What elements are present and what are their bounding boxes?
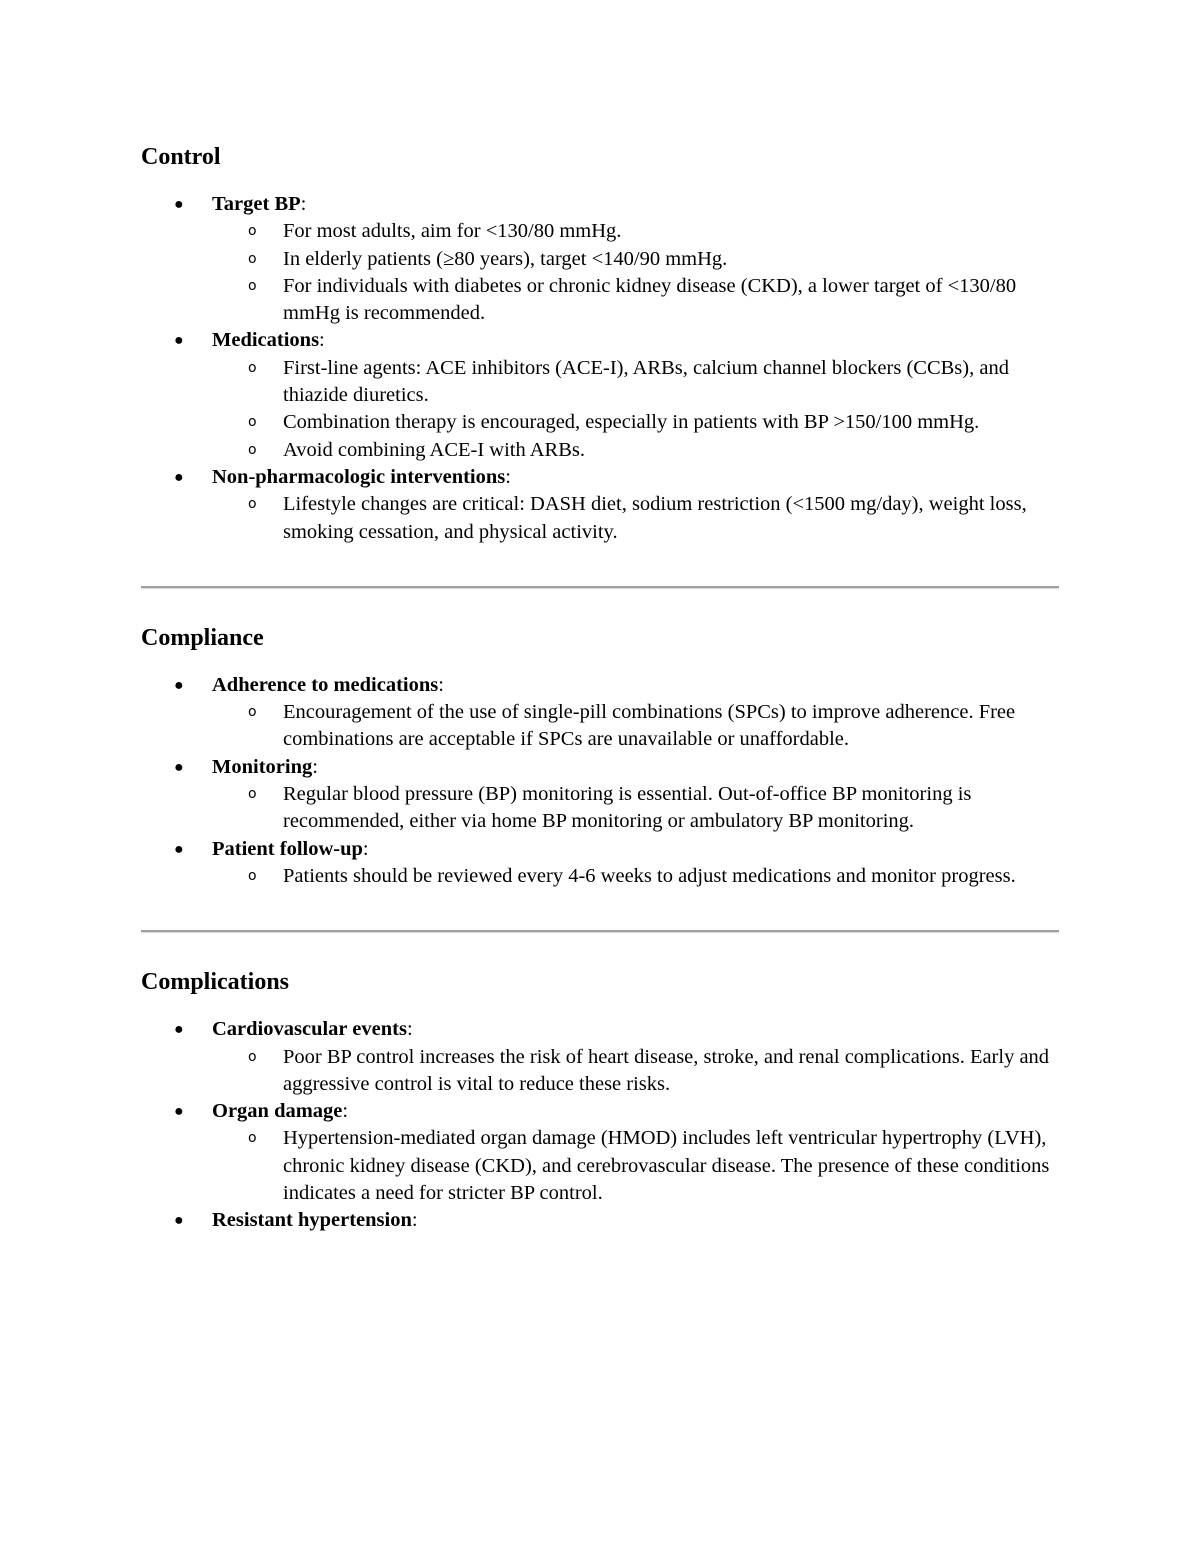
sub-item-text: Poor BP control increases the risk of heart disease, stroke, and renal complications. Early and aggressive control is vital to reduce these risks.: [283, 1045, 1050, 1095]
item-label: Adherence to medications: [212, 673, 439, 696]
sub-item-text: Hypertension-mediated organ damage (HMOD) includes left ventricular hypertrophy (LVH), chronic kidney disease (CKD), and cerebrovascular disease. The presence of these conditions indicates a need for stricter BP control.: [283, 1127, 1050, 1205]
section-heading: Control: [141, 144, 221, 170]
sub-list-item: [212, 273, 1061, 328]
list-item: [141, 191, 1061, 327]
sub-list: [212, 218, 1061, 327]
section-heading: Complications: [141, 969, 290, 996]
sub-list-item: [212, 437, 1061, 464]
sub-item-text: In elderly patients (≥80 years), target <140/90 mmHg.: [283, 247, 728, 270]
bullet-icon: ●: [174, 332, 184, 350]
item-label-colon: :: [411, 1209, 418, 1232]
document-page: [141, 140, 1061, 1235]
sub-item-text: Regular blood pressure (BP) monitoring is essential. Out-of-office BP monitoring is recommended, either via home BP monitoring or ambulatory BP monitoring.: [283, 783, 972, 833]
item-label: Non-pharmacologic interventions: [212, 465, 506, 488]
sub-list-item: [212, 355, 1061, 410]
bullet-icon: ●: [174, 196, 184, 213]
circle-bullet-icon: o: [248, 359, 257, 376]
section-divider: [141, 586, 1059, 589]
list-item: [141, 327, 1061, 463]
sub-item-text: First-line agents: ACE inhibitors (ACE-I), ARBs, calcium channel blockers (CCBs), and thiazide diuretics.: [283, 356, 1009, 407]
bullet-icon: ●: [174, 468, 184, 486]
sub-list: [212, 1125, 1061, 1207]
sub-item-text: For individuals with diabetes or chronic kidney disease (CKD), a lower target of <130/80 mmHg is recommended.: [283, 274, 1017, 325]
item-label-colon: :: [362, 837, 369, 860]
sub-list-item: [212, 699, 1061, 754]
sub-item-text: For most adults, aim for <130/80 mmHg.: [283, 220, 622, 243]
item-label-colon: :: [319, 329, 325, 352]
sub-list-item: [212, 491, 1061, 546]
list-item: [141, 836, 1061, 891]
sub-item-text: Encouragement of the use of single-pill combinations (SPCs) to improve adherence. Free combinations are acceptable if SPCs are unavailable or unaffordable.: [283, 701, 1016, 751]
circle-bullet-icon: o: [248, 867, 257, 884]
item-label-colon: :: [312, 755, 318, 778]
sub-item-text: Avoid combining ACE-I with ARBs.: [283, 438, 586, 461]
sub-list: [212, 1044, 1061, 1099]
sub-list: [212, 491, 1061, 546]
circle-bullet-icon: o: [248, 250, 257, 267]
list-item: [141, 464, 1061, 546]
bullet-list: [141, 672, 1061, 890]
list-item: [141, 1207, 1061, 1234]
sub-list-item: [212, 781, 1061, 836]
sub-list: [212, 355, 1061, 464]
circle-bullet-icon: o: [248, 786, 257, 803]
bullet-list: [141, 191, 1061, 546]
sub-item-text: Combination therapy is encouraged, especially in patients with BP >150/100 mmHg.: [283, 411, 980, 434]
sub-list-item: [212, 1125, 1061, 1207]
circle-bullet-icon: o: [248, 414, 257, 431]
sub-list: [212, 863, 1061, 890]
circle-bullet-icon: o: [248, 1130, 257, 1147]
circle-bullet-icon: o: [248, 496, 257, 513]
list-item: [141, 1016, 1061, 1098]
item-label-colon: :: [342, 1100, 349, 1123]
sub-list-item: [212, 863, 1061, 890]
circle-bullet-icon: o: [248, 223, 257, 240]
bullet-list: [141, 1016, 1061, 1234]
sub-list-item: [212, 246, 1061, 273]
section-control: [141, 140, 1061, 546]
sub-list: [212, 781, 1061, 836]
section-complications: [141, 965, 1061, 1234]
item-label: Target BP: [212, 193, 301, 215]
circle-bullet-icon: o: [248, 1048, 257, 1065]
section-compliance: [141, 621, 1061, 890]
sub-list-item: [212, 1044, 1061, 1099]
item-label-colon: :: [438, 673, 444, 696]
item-label: Medications: [212, 329, 320, 352]
bullet-icon: ●: [174, 676, 184, 694]
sub-list-item: [212, 409, 1061, 436]
item-label-colon: :: [505, 465, 511, 488]
item-label: Cardiovascular events: [212, 1018, 407, 1041]
list-item: [141, 1098, 1061, 1207]
item-label-colon: :: [406, 1018, 413, 1041]
sub-list-item: [212, 218, 1061, 245]
bullet-icon: ●: [174, 840, 184, 858]
circle-bullet-icon: o: [248, 277, 257, 294]
bullet-icon: ●: [174, 1021, 184, 1039]
item-label-colon: :: [300, 193, 307, 215]
sub-item-text: Lifestyle changes are critical: DASH diet, sodium restriction (<1500 mg/day), weight loss, smoking cessation, and physical activity.: [283, 493, 1027, 543]
item-label: Patient follow-up: [212, 837, 363, 860]
sub-item-text: Patients should be reviewed every 4-6 weeks to adjust medications and monitor progress.: [283, 864, 1016, 887]
item-label: Monitoring: [212, 755, 313, 778]
bullet-icon: ●: [174, 758, 184, 776]
section-divider: [141, 930, 1059, 933]
circle-bullet-icon: o: [248, 441, 257, 458]
section-heading: Compliance: [141, 624, 264, 651]
list-item: [141, 754, 1061, 836]
item-label: Organ damage: [212, 1100, 343, 1123]
bullet-icon: ●: [174, 1212, 184, 1230]
sub-list: [212, 699, 1061, 754]
list-item: [141, 672, 1061, 754]
circle-bullet-icon: o: [248, 704, 257, 721]
item-label: Resistant hypertension: [212, 1209, 412, 1232]
bullet-icon: ●: [174, 1103, 184, 1121]
